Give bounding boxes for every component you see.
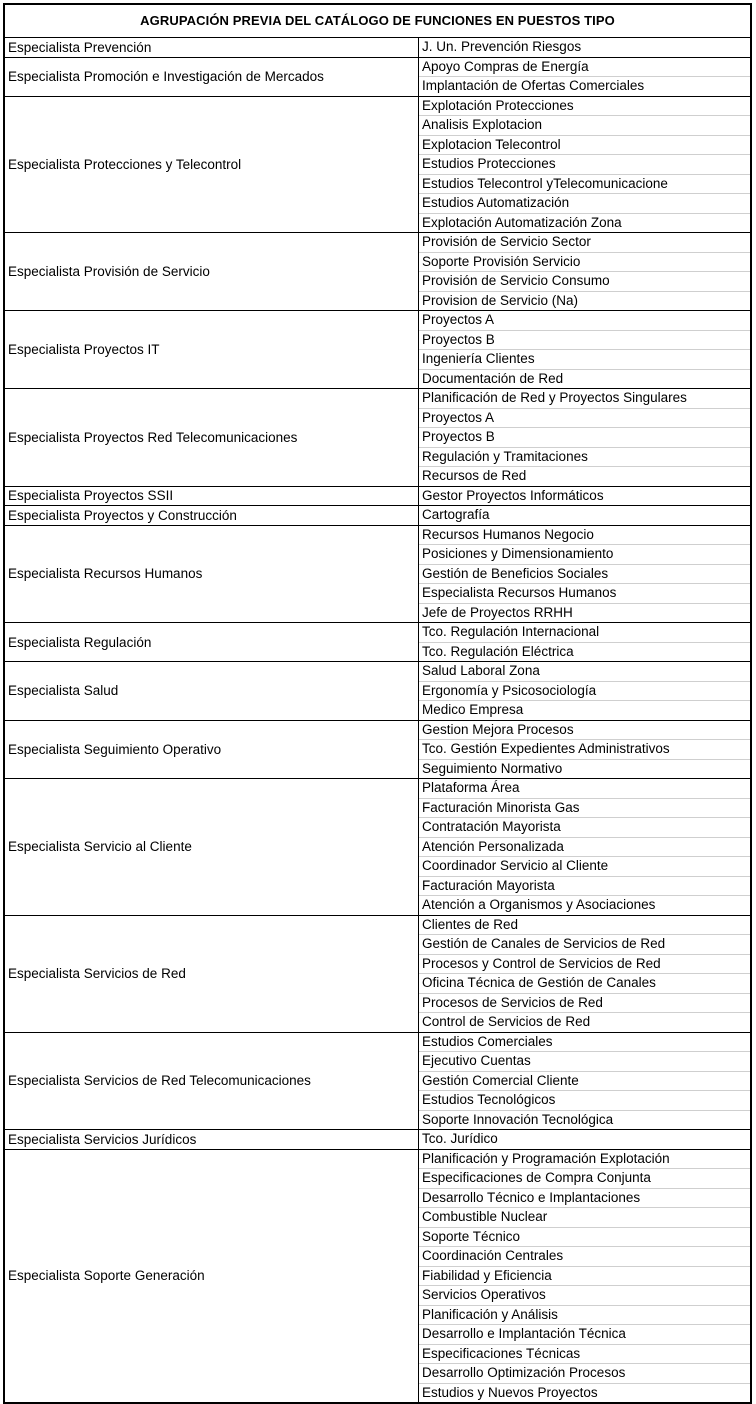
funcion-item: Combustible Nuclear (419, 1208, 750, 1228)
puesto-cell: Especialista Servicio al Cliente (5, 779, 419, 915)
puesto-cell: Especialista Proyectos SSII (5, 487, 419, 506)
table-row-group (5, 662, 750, 721)
funcion-item: Estudios Automatización (419, 194, 750, 214)
funcion-item: Implantación de Ofertas Comerciales (422, 78, 645, 93)
funcion-item: Proyectos B (419, 331, 750, 351)
funcion-item: Especificaciones Técnicas (419, 1345, 750, 1365)
funcion-item: Procesos de Servicios de Red (419, 994, 750, 1014)
funcion-item: Atención Personalizada (419, 838, 750, 858)
funcion-item: Explotación Automatización Zona (422, 214, 622, 230)
funcion-item: Jefe de Proyectos RRHH (422, 604, 573, 620)
funcion-item: Proyectos A (419, 409, 750, 429)
funcion-item: Medico Empresa (422, 702, 524, 717)
puesto-cell: Especialista Servicios Jurídicos (5, 1130, 419, 1149)
funcion-item: Recursos de Red (422, 468, 527, 483)
funcion-item: Salud Laboral Zona (419, 662, 750, 682)
funcion-item: Estudios Telecontrol yTelecomunicacione (419, 175, 750, 195)
funcion-item: Desarrollo e Implantación Técnica (419, 1325, 750, 1345)
funciones-list (419, 487, 750, 506)
funcion-item: Ergonomía y Psicosociología (419, 682, 750, 702)
funcion-item: Clientes de Red (419, 916, 750, 936)
funciones-list (419, 623, 750, 661)
funcion-item: Documentación de Red (422, 370, 564, 386)
puesto-cell: Especialista Servicios de Red Telecomunicaciones (5, 1033, 419, 1130)
funcion-item: Cartografía (422, 507, 490, 522)
funcion-item: Gestión Comercial Cliente (419, 1072, 750, 1092)
table-row-group (5, 1033, 750, 1131)
funcion-item: Procesos y Control de Servicios de Red (419, 955, 750, 975)
funcion-item: Planificación de Red y Proyectos Singulares (419, 389, 750, 409)
funcion-item: Estudios Tecnológicos (419, 1091, 750, 1111)
table-row-group (5, 916, 750, 1033)
puesto-cell: Especialista Proyectos IT (5, 311, 419, 388)
funcion-item: J. Un. Prevención Riesgos (422, 39, 582, 54)
funciones-list (419, 1130, 750, 1149)
funcion-item: Estudios Protecciones (419, 155, 750, 175)
funciones-list (419, 916, 750, 1032)
table-row-group (5, 506, 750, 526)
puesto-cell: Especialista Proyectos Red Telecomunicaciones (5, 389, 419, 486)
table-title: AGRUPACIÓN PREVIA DEL CATÁLOGO DE FUNCIONES EN PUESTOS TIPO (5, 5, 750, 38)
funciones-list (419, 58, 750, 96)
funciones-list (419, 662, 750, 720)
table-row-group (5, 38, 750, 58)
funciones-list (419, 311, 750, 388)
funciones-list (419, 389, 750, 486)
funcion-item: Estudios y Nuevos Proyectos (422, 1384, 598, 1400)
puesto-cell: Especialista Proyectos y Construcción (5, 506, 419, 525)
funcion-item: Ejecutivo Cuentas (419, 1052, 750, 1072)
funciones-list (419, 721, 750, 779)
funcion-item: Facturación Minorista Gas (419, 799, 750, 819)
puesto-cell: Especialista Seguimiento Operativo (5, 721, 419, 779)
funcion-item: Posiciones y Dimensionamiento (419, 545, 750, 565)
funcion-item: Gestion Mejora Procesos (419, 721, 750, 741)
funcion-item: Provisión de Servicio Sector (419, 233, 750, 253)
funcion-item: Provisión de Servicio Consumo (419, 272, 750, 292)
funcion-item: Estudios Comerciales (419, 1033, 750, 1053)
funcion-item: Soporte Provisión Servicio (419, 253, 750, 273)
table-row-group (5, 58, 750, 97)
funcion-item: Tco. Regulación Eléctrica (422, 643, 574, 659)
funcion-item: Explotación Protecciones (419, 97, 750, 117)
funcion-item: Oficina Técnica de Gestión de Canales (419, 974, 750, 994)
funcion-item: Analisis Explotacion (419, 116, 750, 136)
funcion-item: Seguimiento Normativo (422, 760, 563, 776)
puesto-cell: Especialista Protecciones y Telecontrol (5, 97, 419, 233)
funcion-item: Desarrollo Técnico e Implantaciones (419, 1189, 750, 1209)
puesto-cell: Especialista Servicios de Red (5, 916, 419, 1032)
puesto-cell: Especialista Salud (5, 662, 419, 720)
funciones-list (419, 779, 750, 915)
funcion-item: Soporte Técnico (419, 1228, 750, 1248)
table-body (5, 38, 750, 1402)
puesto-cell: Especialista Soporte Generación (5, 1150, 419, 1403)
puesto-cell: Especialista Prevención (5, 38, 419, 57)
funcion-item: Soporte Innovación Tecnológica (422, 1111, 614, 1127)
catalog-table (3, 3, 752, 1404)
funcion-item: Regulación y Tramitaciones (419, 448, 750, 468)
funcion-item: Gestor Proyectos Informáticos (422, 487, 604, 503)
puesto-cell: Especialista Provisión de Servicio (5, 233, 419, 310)
funciones-list (419, 97, 750, 233)
funcion-item: Planificación y Programación Explotación (419, 1150, 750, 1170)
funcion-item: Tco. Gestión Expedientes Administrativos (419, 740, 750, 760)
funciones-list (419, 233, 750, 310)
funcion-item: Recursos Humanos Negocio (419, 526, 750, 546)
funcion-item: Desarrollo Optimización Procesos (419, 1364, 750, 1384)
table-row-group (5, 526, 750, 624)
puesto-cell: Especialista Promoción e Investigación de Mercados (5, 58, 419, 96)
funcion-item: Coordinación Centrales (419, 1247, 750, 1267)
funciones-list (419, 38, 750, 57)
puesto-cell: Especialista Recursos Humanos (5, 526, 419, 623)
funcion-item: Facturación Mayorista (419, 877, 750, 897)
table-row-group (5, 1130, 750, 1150)
funciones-list (419, 526, 750, 623)
funcion-item: Apoyo Compras de Energía (419, 58, 750, 78)
table-row-group (5, 311, 750, 389)
funcion-item: Coordinador Servicio al Cliente (419, 857, 750, 877)
table-row-group (5, 779, 750, 916)
funcion-item: Control de Servicios de Red (422, 1014, 591, 1029)
table-row-group (5, 487, 750, 507)
table-row-group (5, 389, 750, 487)
funcion-item: Gestión de Canales de Servicios de Red (419, 935, 750, 955)
funcion-item: Planificación y Análisis (419, 1306, 750, 1326)
funcion-item: Tco. Jurídico (422, 1131, 498, 1146)
funcion-item: Atención a Organismos y Asociaciones (422, 897, 656, 912)
table-row-group (5, 721, 750, 780)
funcion-item: Especialista Recursos Humanos (419, 584, 750, 604)
funciones-list (419, 1033, 750, 1130)
table-row-group (5, 1150, 750, 1403)
table-row-group (5, 97, 750, 234)
puesto-cell: Especialista Regulación (5, 623, 419, 661)
funcion-item: Contratación Mayorista (419, 818, 750, 838)
funcion-item: Tco. Regulación Internacional (419, 623, 750, 643)
funcion-item: Especificaciones de Compra Conjunta (419, 1169, 750, 1189)
funcion-item: Gestión de Beneficios Sociales (419, 565, 750, 585)
funcion-item: Fiabilidad y Eficiencia (419, 1267, 750, 1287)
funcion-item: Ingeniería Clientes (419, 350, 750, 370)
funcion-item: Proyectos A (419, 311, 750, 331)
funcion-item: Proyectos B (419, 428, 750, 448)
funciones-list (419, 506, 750, 525)
funcion-item: Plataforma Área (419, 779, 750, 799)
table-row-group (5, 233, 750, 311)
funcion-item: Provision de Servicio (Na) (422, 292, 579, 308)
table-row-group (5, 623, 750, 662)
funciones-list (419, 1150, 750, 1403)
funcion-item: Explotacion Telecontrol (419, 136, 750, 156)
funcion-item: Servicios Operativos (419, 1286, 750, 1306)
